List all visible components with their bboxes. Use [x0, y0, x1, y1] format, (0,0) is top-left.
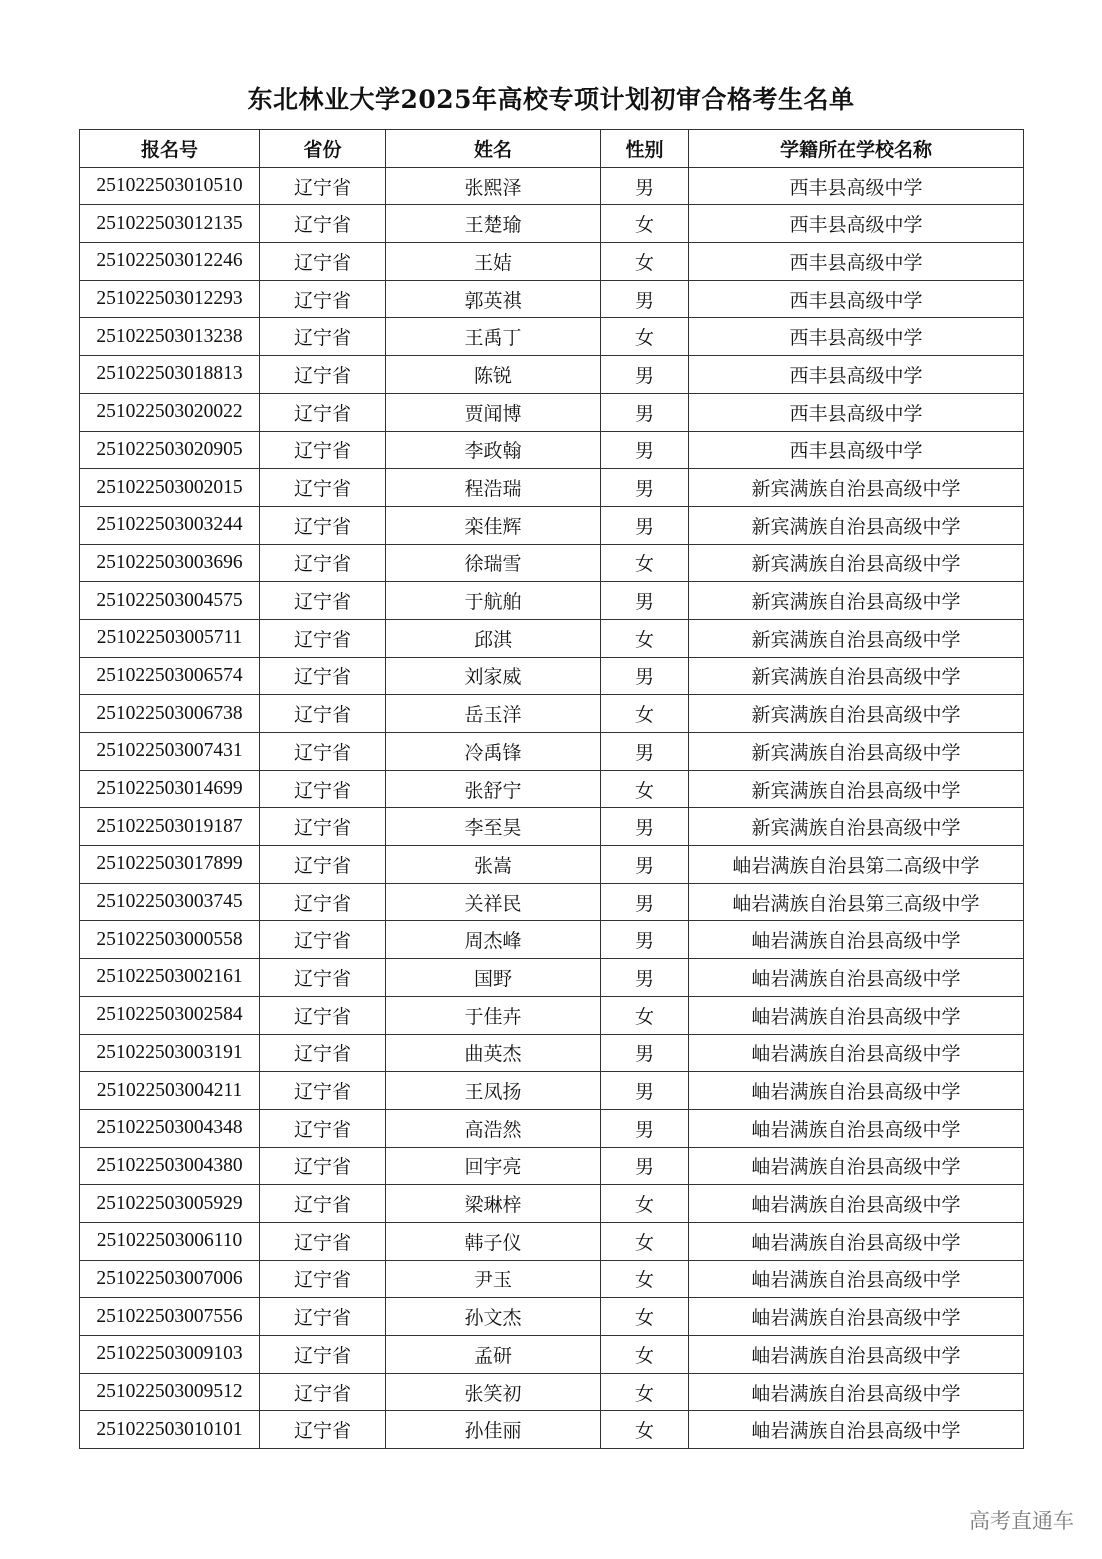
name-cell: 陈锐 [386, 356, 601, 394]
name-cell: 栾佳辉 [386, 506, 601, 544]
school-cell: 西丰县高级中学 [689, 243, 1024, 281]
province-cell: 辽宁省 [260, 695, 386, 733]
registration-no-cell: 251022503004575 [80, 582, 260, 620]
province-cell: 辽宁省 [260, 393, 386, 431]
province-cell: 辽宁省 [260, 883, 386, 921]
name-cell: 尹玉 [386, 1260, 601, 1298]
name-cell: 岳玉洋 [386, 695, 601, 733]
school-cell: 西丰县高级中学 [689, 431, 1024, 469]
gender-cell: 女 [601, 1411, 689, 1449]
school-cell: 西丰县高级中学 [689, 280, 1024, 318]
gender-cell: 女 [601, 544, 689, 582]
table-row [80, 1298, 1024, 1336]
registration-no-cell: 251022503018813 [80, 356, 260, 394]
registration-no-cell: 251022503019187 [80, 808, 260, 846]
gender-cell: 女 [601, 1222, 689, 1260]
gender-cell: 男 [601, 1109, 689, 1147]
column-header-gender: 性别 [601, 130, 689, 168]
table-row [80, 243, 1024, 281]
table-row [80, 1373, 1024, 1411]
gender-cell: 女 [601, 1336, 689, 1374]
table-row [80, 619, 1024, 657]
table-row [80, 921, 1024, 959]
province-cell: 辽宁省 [260, 431, 386, 469]
registration-no-cell: 251022503003696 [80, 544, 260, 582]
school-cell: 新宾满族自治县高级中学 [689, 619, 1024, 657]
name-cell: 徐瑞雪 [386, 544, 601, 582]
table-row [80, 846, 1024, 884]
name-cell: 曲英杰 [386, 1034, 601, 1072]
table-row [80, 1147, 1024, 1185]
school-cell: 新宾满族自治县高级中学 [689, 808, 1024, 846]
registration-no-cell: 251022503007556 [80, 1298, 260, 1336]
school-cell: 岫岩满族自治县高级中学 [689, 1298, 1024, 1336]
school-cell: 岫岩满族自治县高级中学 [689, 921, 1024, 959]
gender-cell: 男 [601, 393, 689, 431]
watermark: 高考直通车 [969, 1509, 1074, 1533]
registration-no-cell: 251022503004380 [80, 1147, 260, 1185]
school-cell: 西丰县高级中学 [689, 393, 1024, 431]
registration-no-cell: 251022503004211 [80, 1072, 260, 1110]
gender-cell: 女 [601, 1260, 689, 1298]
registration-no-cell: 251022503002584 [80, 996, 260, 1034]
registration-no-cell: 251022503010510 [80, 167, 260, 205]
name-cell: 李至昊 [386, 808, 601, 846]
table-row [80, 544, 1024, 582]
province-cell: 辽宁省 [260, 318, 386, 356]
registration-no-cell: 251022503012293 [80, 280, 260, 318]
table-header-row [80, 130, 1024, 168]
table-row [80, 695, 1024, 733]
registration-no-cell: 251022503005711 [80, 619, 260, 657]
province-cell: 辽宁省 [260, 167, 386, 205]
registration-no-cell: 251022503004348 [80, 1109, 260, 1147]
province-cell: 辽宁省 [260, 959, 386, 997]
column-header-registration-no: 报名号 [80, 130, 260, 168]
registration-no-cell: 251022503009512 [80, 1373, 260, 1411]
name-cell: 回宇亮 [386, 1147, 601, 1185]
table-row [80, 431, 1024, 469]
gender-cell: 男 [601, 469, 689, 507]
name-cell: 关祥民 [386, 883, 601, 921]
name-cell: 冷禹锋 [386, 733, 601, 771]
gender-cell: 男 [601, 431, 689, 469]
school-cell: 新宾满族自治县高级中学 [689, 657, 1024, 695]
province-cell: 辽宁省 [260, 506, 386, 544]
name-cell: 孙文杰 [386, 1298, 601, 1336]
province-cell: 辽宁省 [260, 733, 386, 771]
province-cell: 辽宁省 [260, 1411, 386, 1449]
table-row [80, 657, 1024, 695]
province-cell: 辽宁省 [260, 921, 386, 959]
name-cell: 王凤扬 [386, 1072, 601, 1110]
name-cell: 王姞 [386, 243, 601, 281]
registration-no-cell: 251022503013238 [80, 318, 260, 356]
gender-cell: 女 [601, 1185, 689, 1223]
school-cell: 岫岩满族自治县高级中学 [689, 1222, 1024, 1260]
name-cell: 周杰峰 [386, 921, 601, 959]
table-row [80, 996, 1024, 1034]
name-cell: 王禹丁 [386, 318, 601, 356]
school-cell: 西丰县高级中学 [689, 167, 1024, 205]
school-cell: 岫岩满族自治县高级中学 [689, 1373, 1024, 1411]
school-cell: 岫岩满族自治县高级中学 [689, 1185, 1024, 1223]
school-cell: 岫岩满族自治县高级中学 [689, 1411, 1024, 1449]
name-cell: 孟研 [386, 1336, 601, 1374]
province-cell: 辽宁省 [260, 770, 386, 808]
gender-cell: 男 [601, 356, 689, 394]
table-row [80, 318, 1024, 356]
table-row [80, 1034, 1024, 1072]
registration-no-cell: 251022503009103 [80, 1336, 260, 1374]
name-cell: 张笑初 [386, 1373, 601, 1411]
gender-cell: 男 [601, 280, 689, 318]
province-cell: 辽宁省 [260, 1034, 386, 1072]
province-cell: 辽宁省 [260, 1222, 386, 1260]
column-header-name: 姓名 [386, 130, 601, 168]
registration-no-cell: 251022503010101 [80, 1411, 260, 1449]
school-cell: 新宾满族自治县高级中学 [689, 770, 1024, 808]
table-row [80, 167, 1024, 205]
registration-no-cell: 251022503020905 [80, 431, 260, 469]
school-cell: 新宾满族自治县高级中学 [689, 469, 1024, 507]
registration-no-cell: 251022503017899 [80, 846, 260, 884]
table-row [80, 469, 1024, 507]
province-cell: 辽宁省 [260, 619, 386, 657]
gender-cell: 男 [601, 921, 689, 959]
table-row [80, 1072, 1024, 1110]
school-cell: 岫岩满族自治县高级中学 [689, 959, 1024, 997]
name-cell: 王楚瑜 [386, 205, 601, 243]
name-cell: 张熙泽 [386, 167, 601, 205]
school-cell: 岫岩满族自治县高级中学 [689, 1147, 1024, 1185]
gender-cell: 女 [601, 770, 689, 808]
table-row [80, 733, 1024, 771]
name-cell: 刘家威 [386, 657, 601, 695]
name-cell: 于佳卉 [386, 996, 601, 1034]
school-cell: 岫岩满族自治县高级中学 [689, 996, 1024, 1034]
registration-no-cell: 251022503000558 [80, 921, 260, 959]
gender-cell: 男 [601, 1072, 689, 1110]
province-cell: 辽宁省 [260, 846, 386, 884]
school-cell: 岫岩满族自治县高级中学 [689, 1109, 1024, 1147]
gender-cell: 男 [601, 1147, 689, 1185]
province-cell: 辽宁省 [260, 469, 386, 507]
province-cell: 辽宁省 [260, 280, 386, 318]
registration-no-cell: 251022503012135 [80, 205, 260, 243]
registration-no-cell: 251022503003191 [80, 1034, 260, 1072]
school-cell: 新宾满族自治县高级中学 [689, 544, 1024, 582]
school-cell: 新宾满族自治县高级中学 [689, 582, 1024, 620]
table-row [80, 770, 1024, 808]
table-row [80, 506, 1024, 544]
gender-cell: 男 [601, 657, 689, 695]
school-cell: 西丰县高级中学 [689, 205, 1024, 243]
table-row [80, 1336, 1024, 1374]
registration-no-cell: 251022503006738 [80, 695, 260, 733]
school-cell: 岫岩满族自治县高级中学 [689, 1034, 1024, 1072]
table-row [80, 1109, 1024, 1147]
table-row [80, 1411, 1024, 1449]
province-cell: 辽宁省 [260, 996, 386, 1034]
registration-no-cell: 251022503007431 [80, 733, 260, 771]
name-cell: 孙佳丽 [386, 1411, 601, 1449]
province-cell: 辽宁省 [260, 544, 386, 582]
school-cell: 岫岩满族自治县第三高级中学 [689, 883, 1024, 921]
table-row [80, 280, 1024, 318]
province-cell: 辽宁省 [260, 356, 386, 394]
column-header-school: 学籍所在学校名称 [689, 130, 1024, 168]
province-cell: 辽宁省 [260, 1260, 386, 1298]
province-cell: 辽宁省 [260, 243, 386, 281]
gender-cell: 男 [601, 167, 689, 205]
registration-no-cell: 251022503012246 [80, 243, 260, 281]
gender-cell: 男 [601, 846, 689, 884]
table-row [80, 393, 1024, 431]
name-cell: 邱淇 [386, 619, 601, 657]
gender-cell: 男 [601, 582, 689, 620]
table-row [80, 582, 1024, 620]
table-row [80, 808, 1024, 846]
province-cell: 辽宁省 [260, 1336, 386, 1374]
gender-cell: 女 [601, 1298, 689, 1336]
province-cell: 辽宁省 [260, 657, 386, 695]
gender-cell: 女 [601, 243, 689, 281]
gender-cell: 男 [601, 883, 689, 921]
school-cell: 岫岩满族自治县第二高级中学 [689, 846, 1024, 884]
registration-no-cell: 251022503005929 [80, 1185, 260, 1223]
gender-cell: 男 [601, 1034, 689, 1072]
province-cell: 辽宁省 [260, 1147, 386, 1185]
column-header-province: 省份 [260, 130, 386, 168]
table-body [80, 167, 1024, 1448]
table-row [80, 205, 1024, 243]
school-cell: 岫岩满族自治县高级中学 [689, 1336, 1024, 1374]
name-cell: 郭英祺 [386, 280, 601, 318]
registration-no-cell: 251022503003745 [80, 883, 260, 921]
province-cell: 辽宁省 [260, 1373, 386, 1411]
gender-cell: 女 [601, 996, 689, 1034]
table-row [80, 883, 1024, 921]
registration-no-cell: 251022503006110 [80, 1222, 260, 1260]
school-cell: 新宾满族自治县高级中学 [689, 695, 1024, 733]
name-cell: 梁琳梓 [386, 1185, 601, 1223]
school-cell: 西丰县高级中学 [689, 356, 1024, 394]
school-cell: 岫岩满族自治县高级中学 [689, 1260, 1024, 1298]
name-cell: 高浩然 [386, 1109, 601, 1147]
gender-cell: 女 [601, 619, 689, 657]
name-cell: 程浩瑞 [386, 469, 601, 507]
table-row [80, 1185, 1024, 1223]
province-cell: 辽宁省 [260, 808, 386, 846]
gender-cell: 女 [601, 695, 689, 733]
name-cell: 张舒宁 [386, 770, 601, 808]
table-row [80, 356, 1024, 394]
registration-no-cell: 251022503020022 [80, 393, 260, 431]
name-cell: 李政翰 [386, 431, 601, 469]
table-row [80, 959, 1024, 997]
name-cell: 于航舶 [386, 582, 601, 620]
name-cell: 国野 [386, 959, 601, 997]
school-cell: 岫岩满族自治县高级中学 [689, 1072, 1024, 1110]
name-cell: 韩子仪 [386, 1222, 601, 1260]
province-cell: 辽宁省 [260, 205, 386, 243]
registration-no-cell: 251022503007006 [80, 1260, 260, 1298]
gender-cell: 男 [601, 733, 689, 771]
province-cell: 辽宁省 [260, 1109, 386, 1147]
gender-cell: 女 [601, 205, 689, 243]
school-cell: 西丰县高级中学 [689, 318, 1024, 356]
registration-no-cell: 251022503002161 [80, 959, 260, 997]
candidate-table [79, 129, 1024, 1449]
gender-cell: 女 [601, 1373, 689, 1411]
school-cell: 新宾满族自治县高级中学 [689, 733, 1024, 771]
registration-no-cell: 251022503014699 [80, 770, 260, 808]
registration-no-cell: 251022503006574 [80, 657, 260, 695]
gender-cell: 男 [601, 959, 689, 997]
registration-no-cell: 251022503003244 [80, 506, 260, 544]
table-row [80, 1222, 1024, 1260]
province-cell: 辽宁省 [260, 1185, 386, 1223]
table-row [80, 1260, 1024, 1298]
school-cell: 新宾满族自治县高级中学 [689, 506, 1024, 544]
gender-cell: 男 [601, 506, 689, 544]
province-cell: 辽宁省 [260, 582, 386, 620]
province-cell: 辽宁省 [260, 1072, 386, 1110]
document-title: 东北林业大学2025年高校专项计划初审合格考生名单 [247, 85, 855, 114]
gender-cell: 女 [601, 318, 689, 356]
province-cell: 辽宁省 [260, 1298, 386, 1336]
registration-no-cell: 251022503002015 [80, 469, 260, 507]
name-cell: 贾闻博 [386, 393, 601, 431]
name-cell: 张嵩 [386, 846, 601, 884]
gender-cell: 男 [601, 808, 689, 846]
